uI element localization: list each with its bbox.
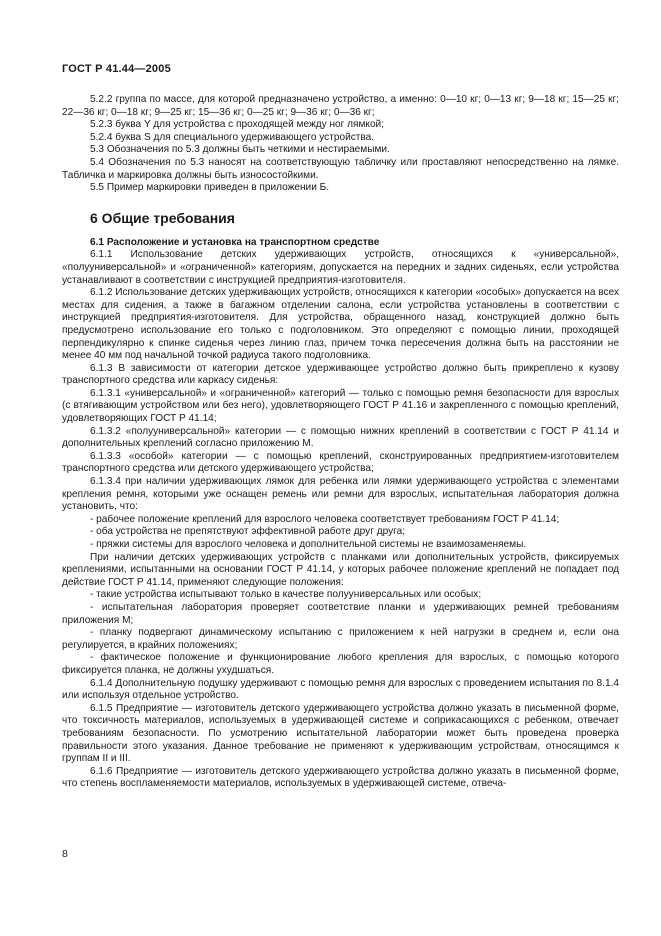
paragraph: 6.1.5 Предприятие — изготовитель детского удерживающего устройства должно указать в письменной форме, что токсичность материалов, используемых в удерживающей системе и соприкасающихся с ребенком, отвечает требованиям безопасности. По усмотрению испытательной лаборатории может быть проведена проверка правильности этого указания. Данное требование не применяют к удерживающим устройствам, относящимся к группам II и III. bbox=[62, 702, 619, 765]
paragraph: 5.5 Пример маркировки приведен в приложении Б. bbox=[90, 182, 330, 194]
paragraph: 6.1.2 Использование детских удерживающих устройств, относящихся к категории «особых» допускается на всех местах для сидения, а также в багажном отделении салона, если устройства установлены в соответствии с инструкцией предприятия-изготовителя. Для устройства, обращенного назад, конструкцией должно быть предусмотрено использование его только с подголовником. Это определяют с помощью линии, проходящей перпендикулярно к спинке сиденья через линию глаз, причем точка пересечения должна быть на расстоянии не менее 40 мм под начальной точкой радиуса такого подголовника. bbox=[62, 287, 619, 362]
list-item: - оба устройства не препятствуют эффективной работе друг друга; bbox=[90, 526, 406, 538]
paragraph: 5.4 Обозначения по 5.3 наносят на соответствующую табличку или проставляют непосредственно на лямке. Табличка и маркировка должны быть износостойкими. bbox=[62, 156, 619, 181]
list-item: - такие устройства испытывают только в качестве полууниверсальных или особых; bbox=[90, 589, 482, 601]
list-item: - планку подвергают динамическому испытанию с приложением к ней нагрузки в среднем и, если она регулируется, в крайних положениях; bbox=[62, 627, 619, 651]
list-item: - испытательная лаборатория проверяет соответствие планки и удерживающих ремней требованиям приложения М; bbox=[62, 601, 619, 626]
list-item: - фактическое положение и функционирование любого крепления для взрослых, с помощью которого фиксируется планка, не должны ухудшаться. bbox=[62, 652, 619, 676]
section-title: 6 Общие требования bbox=[90, 209, 235, 226]
list-item: - рабочее положение креплений для взрослого человека соответствует требованиям ГОСТ Р 41.14; bbox=[90, 513, 560, 525]
paragraph: 5.2.3 буква Y для устройства с проходящей между ног лямкой; bbox=[90, 119, 384, 131]
paragraph: 6.1.4 Дополнительную подушку удерживают с помощью ремня для взрослых с проведением испытания по 8.1.4 или используя отдельное устройство. bbox=[62, 677, 619, 702]
paragraph: 6.1.3.2 «полууниверсальной» категории — с помощью нижних креплений в соответствии с ГОСТ Р 41.14 и дополнительных креплений согласно приложению М. bbox=[62, 425, 619, 450]
paragraph: 5.2.4 буква S для специального удерживающего устройства. bbox=[90, 131, 375, 143]
subsection-title: 6.1 Расположение и установка на транспортном средстве bbox=[90, 236, 380, 248]
document-header: ГОСТ Р 41.44—2005 bbox=[62, 63, 171, 75]
paragraph: 6.1.3.1 «универсальной» и «ограниченной» категорий — только с помощью ремня безопасности для взрослых (с втягивающим устройством или без него), удовлетворяющего ГОСТ Р 41.16 и закрепленного с помощью креплений, удовлетворяющих ГОСТ Р 41.14; bbox=[62, 387, 619, 425]
page-number: 8 bbox=[62, 848, 68, 860]
paragraph: 6.1.3 В зависимости от категории детское удерживающее устройство должно быть прикреплено к кузову транспортного средства или каркасу сиденья: bbox=[62, 362, 619, 387]
list-item: - пряжки системы для взрослого человека и дополнительной системы не взаимозаменяемы. bbox=[90, 539, 527, 550]
paragraph: 5.2.2 группа по массе, для которой предназначено устройство, а именно: 0—10 кг; 0—13 кг; 9—18 кг; 15—25 кг; 22—36 кг; 0—18 кг; 9—25 кг; 15—36 кг; 0—25 кг; 9—36 кг; 0—36 кг; bbox=[62, 94, 619, 118]
paragraph: 5.3 Обозначения по 5.3 должны быть четкими и нестираемыми. bbox=[90, 144, 390, 156]
document-body bbox=[62, 94, 619, 791]
paragraph: 6.1.6 Предприятие — изготовитель детского удерживающего устройства должно указать в письменной форме, что степень воспламеняемости материалов, используемых в удерживающей системе, отвеча- bbox=[62, 765, 619, 790]
paragraph: При наличии детских удерживающих устройств с планками или дополнительных устройств, фиксируемых креплениями, испытанными на основании ГОСТ Р 41.14, у которых рабочее положение креплений не попадает под действие ГОСТ Р 41.14, применяют следующие положения: bbox=[62, 551, 619, 588]
paragraph: 6.1.3.3 «особой» категории — с помощью креплений, сконструированных предприятием-изготовителем транспортного средства или детского удерживающего устройства; bbox=[62, 450, 619, 475]
paragraph: 6.1.1 Использование детских удерживающих устройств, относящихся к «универсальной», «полууниверсальной» и «ограниченной» категориям, допускается на передних и задних сиденьях, если устройства устанавливают в соответствии с инструкцией предприятия-изготовителя. bbox=[62, 249, 619, 286]
paragraph: 6.1.3.4 при наличии удерживающих лямок для ребенка или лямки удерживающего устройства с элементами крепления ремня, которыми уже оснащен ремень или ремни для взрослых, испытательная лаборатория должна установить, что: bbox=[62, 476, 619, 513]
